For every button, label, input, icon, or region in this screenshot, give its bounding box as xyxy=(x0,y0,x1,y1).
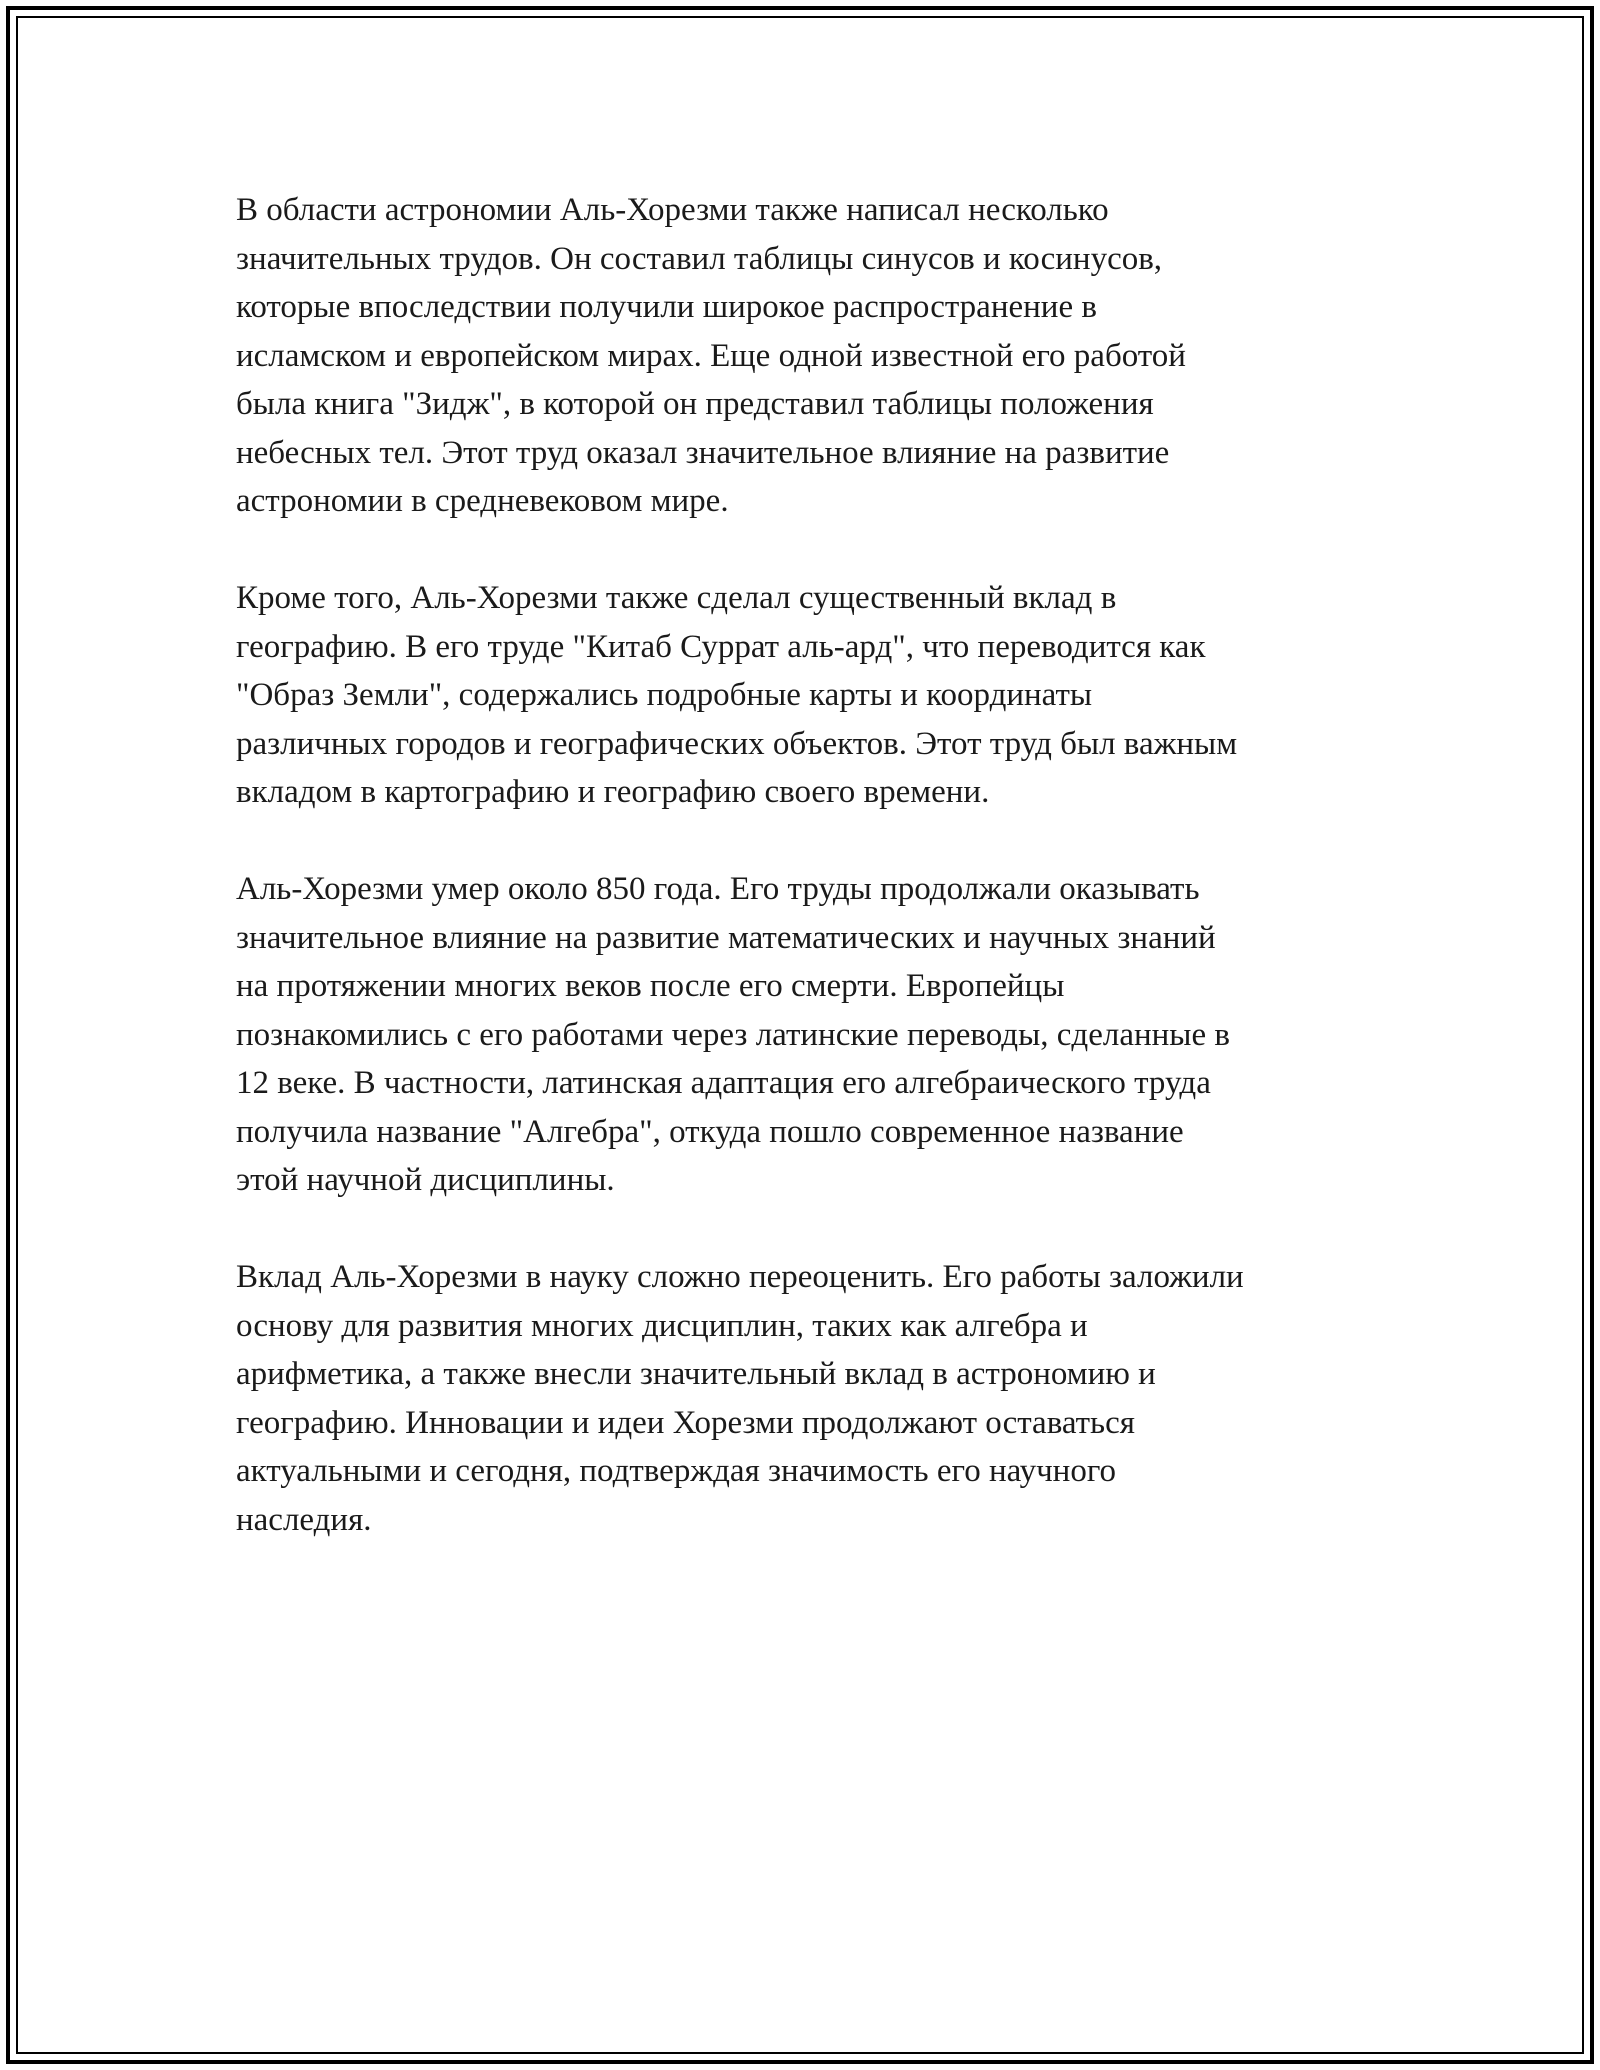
text-line: Вклад Аль-Хорезми в науку сложно переоценить. Его работы заложили xyxy=(236,1259,1244,1295)
text-line: "Образ Земли", содержались подробные карты и координаты xyxy=(236,677,1093,713)
text-line: актуальными и сегодня, подтверждая значимость его научного xyxy=(236,1453,1117,1489)
text-line: основу для развития многих дисциплин, таких как алгебра и xyxy=(236,1307,1088,1344)
text-line: небесных тел. Этот труд оказал значительное влияние на развитие xyxy=(236,434,1170,471)
text-line: астрономии в средневековом мире. xyxy=(236,483,729,519)
text-line: этой научной дисциплины. xyxy=(236,1162,615,1198)
text-line: на протяжении многих веков после его смерти. Европейцы xyxy=(236,968,1065,1004)
text-line: арифметика, а также внесли значительный вклад в астрономию и xyxy=(236,1356,1156,1392)
text-line: различных городов и географических объектов. Этот труд был важным xyxy=(236,725,1238,762)
text-line: Аль-Хорезми умер около 850 года. Его труды продолжали оказывать xyxy=(236,871,1200,907)
document-body xyxy=(236,186,1366,1593)
text-line: В области астрономии Аль-Хорезми также написал несколько xyxy=(236,192,1109,228)
text-line: познакомились с его работами через латинские переводы, сделанные в xyxy=(236,1016,1230,1053)
text-line: наследия. xyxy=(236,1501,372,1538)
text-line: Кроме того, Аль-Хорезми также сделал существенный вклад в xyxy=(236,580,1117,616)
paragraph-geography xyxy=(236,574,1366,817)
paragraph-astronomy xyxy=(236,186,1366,526)
text-line: получила название "Алгебра", откуда пошло современное название xyxy=(236,1113,1184,1150)
text-line: 12 веке. В частности, латинская адаптация его алгебраического труда xyxy=(236,1065,1211,1101)
text-line: значительных трудов. Он составил таблицы синусов и косинусов, xyxy=(236,240,1163,277)
text-line: вкладом в картографию и географию своего времени. xyxy=(236,774,990,810)
text-line: которые впоследствии получили широкое распространение в xyxy=(236,289,1097,325)
text-line: географию. В его труде "Китаб Суррат аль-ард", что переводится как xyxy=(236,628,1206,665)
text-line: была книга "Зидж", в которой он представил таблицы положения xyxy=(236,386,1154,422)
paragraph-contribution xyxy=(236,1253,1366,1544)
text-line: исламском и европейском мирах. Еще одной известной его работой xyxy=(236,337,1186,374)
paragraph-legacy xyxy=(236,865,1366,1205)
text-line: значительное влияние на развитие математических и научных знаний xyxy=(236,919,1216,956)
text-line: географию. Инновации и идеи Хорезми продолжают оставаться xyxy=(236,1404,1135,1441)
